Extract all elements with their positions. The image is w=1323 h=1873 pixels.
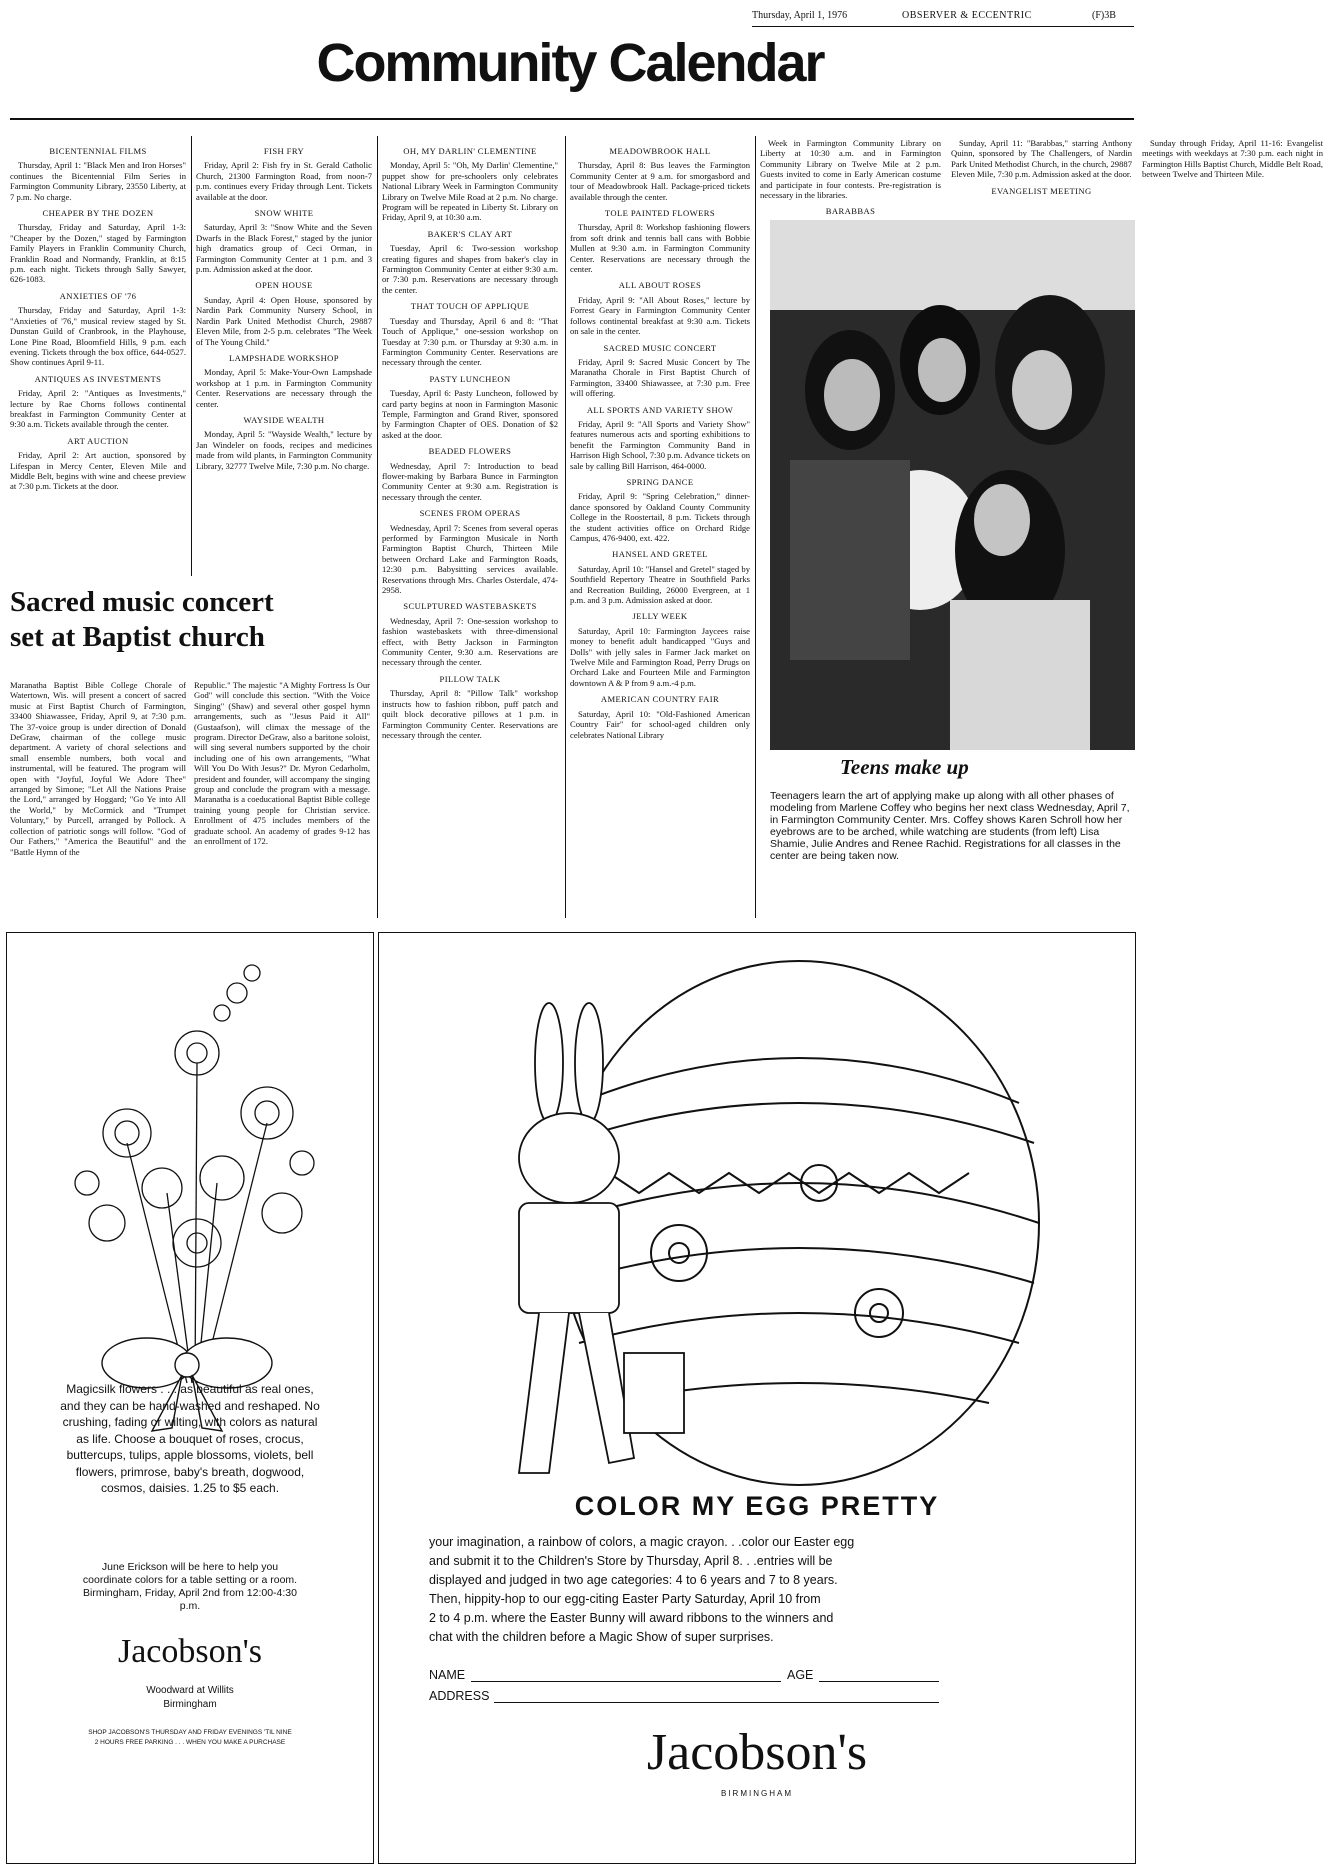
event-text: Thursday, Friday and Saturday, April 1-3: "Anxieties of '76," musical review staged by St. Dunstan Guild of Cranbrook, in the Playhouse, Lone Pine Road, Bloomfield Hills, 9 p.m. each evening. Tickets through the box office, 644-0527. Show continues April 9-11. bbox=[10, 305, 186, 368]
calendar-column-2 bbox=[196, 140, 372, 477]
ad-right-line: Then, hippity-hop to our egg-citing Easter Party Saturday, April 10 from bbox=[429, 1592, 821, 1606]
story-body bbox=[10, 680, 370, 857]
story-headline bbox=[10, 585, 370, 655]
event-heading: BICENTENNIAL FILMS bbox=[49, 146, 147, 156]
column-divider bbox=[377, 136, 378, 918]
event-text: Thursday, Friday and Saturday, April 1-3: "Cheaper by the Dozen," staged by Farmington Family Players in Franklin Community Church, Franklin Road and Normandy, Franklin, at 8:15 p.m. each night. Tickets through Sally Sawyer, 626-1083. bbox=[10, 222, 186, 285]
event-text: Thursday, April 8: "Pillow Talk" workshop instructs how to fashion ribbon, puff patch and quilt block decorative pillows at 1 p.m. in Farmington Community Center. Reservations are necessary through the center. bbox=[382, 688, 558, 740]
event-heading: SNOW WHITE bbox=[254, 208, 314, 219]
event-text: Saturday, April 10: "Hansel and Gretel" staged by Southfield Repertory Theatre in Southfield Parks and Recreation Building, 26000 Evergreen, at 1 p.m. and 3 p.m. Admission asked at door. bbox=[570, 563, 750, 606]
event-heading: JELLY WEEK bbox=[632, 611, 688, 622]
ad-right-line: and submit it to the Children's Store by Thursday, April 8. . .entries will be bbox=[429, 1554, 833, 1568]
story-column-right: Republic." The majestic "A Mighty Fortress Is Our God" will conclude this section. "With the Voice Singing" (Shaw) and several other gospel hymn arrangements, such as "Jesus Paid it All" (Gustaafson), will climax the message of the program. Director DeGraw, also a baritone soloist, will sing several numbers supported by the choir including one of his own arrangements, "What Will You Do With Jesus?" Dr. Myron Cedarholm, president and founder, will accompany the singing group and conclude the program with a message. Maranatha is a coeducational Baptist Bible college training young people for Christian service. Enrollment of 475 includes members of the graduate school. An academy of grades 9-12 has an enrollment of 172. bbox=[194, 680, 370, 847]
event-text: Sunday through Friday, April 11-16: Evangelist meetings with weekdays at 7:30 p.m. each night in Farmington Hills Baptist Church, Middle Belt Road, between Twelve and Thirteen Mile. bbox=[1142, 138, 1323, 180]
ad-right-title: COLOR MY EGG PRETTY bbox=[574, 1491, 940, 1521]
ad-right-line: your imagination, a rainbow of colors, a magic crayon. . .color our Easter egg bbox=[429, 1535, 855, 1549]
event-text: Week in Farmington Community Library on Liberty at 10:30 a.m. and in Farmington Community Library on Twelve Mile at 2 p.m. Guests invited to come in Early American costume and participate in four contests. Pre-registration is necessary in the libraries. bbox=[760, 138, 941, 201]
page-title: Community Calendar bbox=[316, 33, 824, 93]
column-divider bbox=[191, 136, 192, 576]
masthead bbox=[0, 28, 1140, 118]
event-text: Tuesday, April 6: Pasty Luncheon, followed by card party begins at noon in Farmington Masonic Temple, Farmington and Grand River, sponsored by Farmington Chapter of OES. Donation of $2 asked at the door. bbox=[382, 388, 558, 440]
address-label: ADDRESS bbox=[429, 1689, 490, 1703]
event-text: Thursday, April 1: "Black Men and Iron Horses" continues the Bicentennial Film Series in Farmington Community Library, 23550 Liberty, at 7 p.m. No charge. bbox=[10, 160, 186, 202]
photo-title: Teens make up bbox=[840, 755, 969, 779]
ad-right-line: chat with the children before a Magic Show of super surprises. bbox=[429, 1630, 774, 1644]
event-heading: SPRING DANCE bbox=[626, 476, 694, 487]
masthead-rule bbox=[10, 118, 1134, 120]
event-text: Tuesday, April 6: Two-session workshop creating figures and shapes from baker's clay in Farmington Community Center at either 9:30 a.m. or 7:30 p.m. Reservations are necessary through the center. bbox=[382, 243, 558, 295]
headline-line-2: set at Baptist church bbox=[10, 621, 265, 653]
page-number: (F)3B bbox=[1092, 10, 1116, 21]
event-heading: PILLOW TALK bbox=[439, 673, 501, 684]
event-text: Monday, April 5: Make-Your-Own Lampshade workshop at 1 p.m. in Farmington Community Center. Reservations are necessary through the center. bbox=[196, 367, 372, 409]
ad-right-body bbox=[429, 1533, 1099, 1647]
event-heading: AMERICAN COUNTRY FAIR bbox=[600, 694, 720, 705]
calendar-column-1 bbox=[10, 140, 186, 498]
event-text: Monday, April 5: "Oh, My Darlin' Clementine," puppet show for pre-schoolers only celebrates National Library Week in Farmington Community Library on Twelve Mile Road at 2 p.m. No charge. Program will be repeated in Liberty St. Library on Friday, April 9, at 10:30 a.m. bbox=[382, 160, 558, 223]
event-heading: SCULPTURED WASTEBASKETS bbox=[403, 601, 537, 612]
easter-egg-illustration bbox=[459, 953, 1059, 1493]
headline-line-1: Sacred music concert bbox=[10, 586, 274, 618]
store-city: Birmingham bbox=[163, 1699, 217, 1710]
event-heading: BEADED FLOWERS bbox=[428, 446, 512, 457]
column-divider bbox=[565, 136, 566, 918]
photo-image bbox=[770, 220, 1135, 750]
event-text: Saturday, April 3: "Snow White and the Seven Dwarfs in the Black Forest," staged by the junior high dramatics group of Ceci Orman, in Farmington Community Center at 1 p.m. and 3 p.m. Admission asked at the door. bbox=[196, 222, 372, 275]
calendar-column-4 bbox=[570, 140, 750, 746]
event-heading: ALL SPORTS AND VARIETY SHOW bbox=[586, 404, 734, 415]
event-heading: TOLE PAINTED FLOWERS bbox=[604, 208, 716, 219]
story-column-left: Maranatha Baptist Bible College Chorale of Watertown, Wis. will present a concert of sacred music at First Baptist Church of Farmington, 33400 Shiawassee, Friday, April 9, at 7:30 p.m. The 37-voice group is under direction of Donald DeGraw, chairman of the college music department. A variety of choral selections and small ensemble numbers, both vocal and instrumental, will be featured. The program will open with "Joyful, Joyful We Adore Thee" arranged by Simone; "Let All the Nations Praise the Lord," arranged by Hoggard; "Go Ye into All the World," by McCormick and "Trumpet Voluntary," by Purcell, arranged by Pollock. A collection of patriotic songs will follow. "God of Our Fathers," "America the Beautiful" and the "Battle Hymn of the bbox=[10, 680, 186, 857]
name-label: NAME bbox=[429, 1668, 466, 1682]
event-heading: THAT TOUCH OF APPLIQUE bbox=[410, 301, 530, 312]
event-heading: SACRED MUSIC CONCERT bbox=[603, 342, 717, 353]
jacobsons-logo: Jacobson's bbox=[646, 1724, 868, 1781]
event-text: Saturday, April 10: "Old-Fashioned American Country Fair" for school-aged children only celebrates National Library bbox=[570, 708, 750, 740]
calendar-column-3 bbox=[382, 140, 558, 746]
event-heading: EVANGELIST MEETING bbox=[991, 185, 1092, 196]
address-field[interactable] bbox=[494, 1702, 939, 1703]
event-text: Friday, April 9: "All Sports and Variety Show" features numerous acts and sporting exhibitions to benefit the Farmington Community Band in Harrison High School, 7:30 p.m. Advance tickets on sale by calling Bill Harrison, 464-0000. bbox=[570, 418, 750, 471]
event-heading: OH, MY DARLIN' CLEMENTINE bbox=[403, 146, 537, 156]
event-heading: SCENES FROM OPERAS bbox=[419, 508, 521, 519]
event-heading: FISH FRY bbox=[263, 146, 305, 156]
event-heading: ANTIQUES AS INVESTMENTS bbox=[34, 373, 162, 384]
ad-right-line: displayed and judged in two age categories: 4 to 6 years and 7 to 8 years. bbox=[429, 1573, 838, 1587]
event-text: Monday, April 5: "Wayside Wealth," lecture by Jan Windeler on foods, recipes and medicines made from wild plants, in Farmington Community Library, 32777 Twelve Mile, 7:30 p.m. No charge. bbox=[196, 429, 372, 471]
event-text: Friday, April 2: Fish fry in St. Gerald Catholic Church, 21300 Farmington Road, from noon-7 p.m. continues every Friday through Lent. Tickets available at the door. bbox=[196, 160, 372, 202]
magicsilk-ad bbox=[6, 932, 374, 1864]
event-text: Friday, April 9: "Spring Celebration," dinner-dance sponsored by Oakland County Community College in the Roostertail, 8 p.m. Tickets through the student activities office on Orchard Ridge Campus, 476-9400, ext. 422. bbox=[570, 491, 750, 543]
event-heading: CHEAPER BY THE DOZEN bbox=[42, 208, 154, 219]
event-heading: BAKER'S CLAY ART bbox=[427, 228, 513, 239]
event-heading: ANXIETIES OF '76 bbox=[59, 290, 137, 301]
event-text: Thursday, April 8: Bus leaves the Farmington Community Center at 9 a.m. for smorgasbord and tour of Meadowbrook Hall. Package-priced tickets available through the center. bbox=[570, 160, 750, 202]
jacobsons-logo: Jacobson's bbox=[117, 1633, 262, 1670]
event-text: Wednesday, April 7: One-session workshop to fashion wastebaskets with three-dimensional effect, with Betty Jackson in Farmington Community Center, 9:30 a.m. Reservations are necessary through the center. bbox=[382, 615, 558, 668]
event-heading: BARABBAS bbox=[825, 206, 876, 217]
event-heading: LAMPSHADE WORKSHOP bbox=[229, 352, 339, 363]
event-heading: ALL ABOUT ROSES bbox=[618, 280, 702, 291]
ad-left-body: Magicsilk flowers . . . as beautiful as real ones, and they can be hand-washed and reshaped. No crushing, fading or wilting, with colors as natural as life. Choose a bouquet of roses, crocus, buttercups, tulips, apple blossoms, violets, bell flowers, primrose, baby's breath, dogwood, cosmos, daisies. 1.25 to $5 each. bbox=[60, 1382, 320, 1495]
column-divider bbox=[755, 136, 756, 918]
ad-right-line: 2 to 4 p.m. where the Easter Bunny will award ribbons to the winners and bbox=[429, 1611, 834, 1625]
event-text: Saturday, April 10: Farmington Jaycees raise money to benefit adult handicapped "Guys and Dolls" with jelly sales in Farmer Jack market on Twelve Mile and Farmington Road, Perry Drugs on Orchard Lake and Fourteen Mile and Farmington downtown A & P from 9 a.m.-4 p.m. bbox=[570, 625, 750, 688]
event-heading: ART AUCTION bbox=[67, 435, 129, 446]
paper-name: OBSERVER & ECCENTRIC bbox=[902, 10, 1032, 21]
ad-footer-1: SHOP JACOBSON'S THURSDAY AND FRIDAY EVENINGS 'TIL NINE bbox=[88, 1729, 292, 1736]
event-text: Thursday, April 8: Workshop fashioning flowers from soft drink and tennis ball cans with Bobbie Mullen at 9:30 a.m. in Farmington Community Center. Reservations are necessary through the center. bbox=[570, 222, 750, 275]
event-text: Friday, April 2: Art auction, sponsored by Lifespan in Mercy Center, Eleven Mile and Middle Belt, begins with wine and cheese preview at 7:30 p.m. Tickets at the door. bbox=[10, 450, 186, 492]
store-city: BIRMINGHAM bbox=[721, 1789, 793, 1798]
event-heading: HANSEL AND GRETEL bbox=[612, 549, 708, 560]
photo-caption: Teenagers learn the art of applying make up along with all other phases of modeling from Marlene Coffey who begins her next class Wednesday, April 7, in Farmington Community Center. Mrs. Coffey shows Karen Schroll how her eyebrows are to be arched, while watching are students (from left) Lisa Shamie, Julie Andres and Renee Rachid. Registrations for all classes in the center are being taken now. bbox=[770, 790, 1130, 862]
age-field[interactable] bbox=[819, 1681, 939, 1682]
flower-bouquet-illustration bbox=[47, 943, 337, 1383]
event-text: Friday, April 2: "Antiques as Investments," lecture by Rae Chorns follows continental breakfast in Farmington Community Center at 9:30 a.m. Tickets available through the center. bbox=[10, 388, 186, 430]
event-heading: PASTY LUNCHEON bbox=[429, 373, 511, 384]
event-text: Wednesday, April 7: Scenes from several operas performed by Farmington Musicale in North Farmington Baptist Church, Thirteen Mile between Orchard Lake and Farmington Roads, 12:30 p.m. Babysitting services available. Reservations through Mrs. Charles Osterdale, 474-2958. bbox=[382, 522, 558, 596]
name-field[interactable] bbox=[471, 1681, 781, 1682]
event-text: Wednesday, April 7: Introduction to bead flower-making by Barbara Bunce in Farmington Community Center at 9:30 a.m. Registration is necessary through the center. bbox=[382, 460, 558, 502]
calendar-column-5 bbox=[760, 138, 1323, 218]
event-text: Sunday, April 11: "Barabbas," starring Anthony Quinn, sponsored by The Challengers, of Nardin Park United Methodist Church, in the church, 29887 Eleven Mile, 7:30 p.m. Admission asked at the door. bbox=[951, 138, 1132, 180]
issue-date: Thursday, April 1, 1976 bbox=[752, 10, 848, 21]
event-text: Friday, April 9: Sacred Music Concert by The Maranatha Chorale in First Baptist Church of Farmington, 33400 Shiawassee, at 7:30 p.m. Free will offering. bbox=[570, 356, 750, 399]
ad-left-note: June Erickson will be here to help you coordinate colors for a table setting or a room. Birmingham, Friday, April 2nd from 12:00-4:30 p.m. bbox=[82, 1561, 298, 1612]
age-label: AGE bbox=[787, 1668, 814, 1682]
teens-photo bbox=[770, 220, 1135, 750]
store-address: Woodward at Willits bbox=[146, 1685, 234, 1696]
event-text: Tuesday and Thursday, April 6 and 8: "That Touch of Applique," one-session workshop on Tuesday at 7:30 p.m. or Thursday at 9:30 a.m. in Farmington Community Center. Reservations are necessary through the center. bbox=[382, 315, 558, 368]
event-heading: MEADOWBROOK HALL bbox=[609, 146, 711, 156]
event-text: Sunday, April 4: Open House, sponsored by Nardin Park Community Nursery School, in Nardin Park United Methodist Church, 29887 Eleven Mile, from 2-5 p.m. celebrates "The Week of The Young Child." bbox=[196, 294, 372, 347]
event-heading: OPEN HOUSE bbox=[255, 280, 313, 291]
event-text: Friday, April 9: "All About Roses," lecture by Forrest Geary in Farmington Community Center follows continental breakfast at 9:30 a.m. Tickets on sale in the center. bbox=[570, 294, 750, 337]
ad-footer-2: 2 HOURS FREE PARKING . . . WHEN YOU MAKE A PURCHASE bbox=[94, 1739, 286, 1746]
header-rule bbox=[752, 26, 1134, 27]
color-my-egg-ad bbox=[378, 932, 1136, 1864]
event-heading: WAYSIDE WEALTH bbox=[243, 414, 325, 425]
